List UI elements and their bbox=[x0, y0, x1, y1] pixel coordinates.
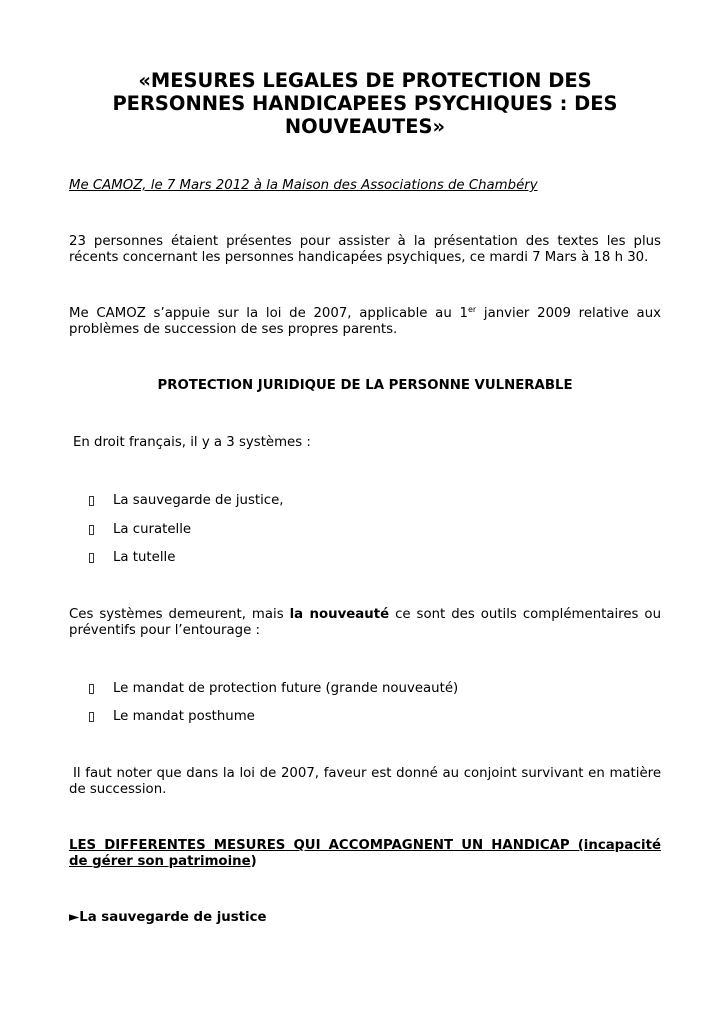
list-item-label: Le mandat posthume bbox=[113, 709, 255, 724]
novelty-text: Ces systèmes demeurent, mais bbox=[69, 607, 290, 622]
list-item-label: La tutelle bbox=[113, 550, 176, 565]
law-text: janvier 2009 relative aux bbox=[476, 306, 662, 321]
title-line: «MESURES LEGALES DE PROTECTION DES bbox=[138, 69, 592, 92]
title-line: PERSONNES HANDICAPEES PSYCHIQUES : DES bbox=[112, 92, 618, 115]
document-title bbox=[69, 69, 661, 138]
ordinal-superscript: er bbox=[467, 305, 477, 314]
note-line: Il faut noter que dans la loi de 2007, faveur est donné au conjoint survivant en matière bbox=[73, 766, 661, 781]
note-line: de succession. bbox=[69, 782, 167, 797]
measures-heading-text: de gérer son patrimoine bbox=[69, 854, 251, 869]
list-item bbox=[0, 493, 724, 509]
bullet-icon bbox=[89, 553, 94, 563]
law-paragraph bbox=[69, 306, 661, 338]
bullet-icon bbox=[89, 496, 94, 506]
law-line: problèmes de succession de ses propres parents. bbox=[69, 322, 398, 337]
list-item-label: La sauvegarde de justice, bbox=[113, 493, 284, 508]
note-paragraph bbox=[69, 766, 661, 798]
intro-line: récents concernant les personnes handicapées psychiques, ce mardi 7 Mars à 18 h 30. bbox=[69, 250, 649, 265]
novelty-line: préventifs pour l’entourage : bbox=[69, 623, 260, 638]
emphasis-text: la nouveauté bbox=[289, 607, 390, 622]
bullet-icon bbox=[89, 684, 94, 694]
novelty-line bbox=[69, 607, 661, 623]
list-item bbox=[0, 550, 724, 566]
bullet-icon bbox=[89, 712, 94, 722]
list-item-label: La curatelle bbox=[113, 522, 192, 537]
novelty-text: ce sont des outils complémentaires ou bbox=[389, 607, 661, 622]
systems-intro: En droit français, il y a 3 systèmes : bbox=[73, 435, 311, 450]
bullet-icon bbox=[89, 525, 94, 535]
byline: Me CAMOZ, le 7 Mars 2012 à la Maison des Associations de Chambéry bbox=[69, 178, 538, 193]
intro-line: 23 personnes étaient présentes pour assister à la présentation des textes les plus bbox=[69, 234, 661, 249]
title-line: NOUVEAUTES» bbox=[284, 115, 446, 138]
subheading-sauvegarde: ►La sauvegarde de justice bbox=[69, 910, 267, 925]
list-item-label: Le mandat de protection future (grande nouveauté) bbox=[113, 681, 459, 696]
intro-paragraph bbox=[69, 234, 661, 266]
list-item bbox=[0, 709, 724, 725]
closing-parenthesis: ) bbox=[250, 854, 257, 869]
list-item bbox=[0, 681, 724, 697]
measures-heading bbox=[69, 838, 661, 870]
list-item bbox=[0, 522, 724, 538]
novelty-paragraph bbox=[69, 607, 661, 639]
measures-heading-line: LES DIFFERENTES MESURES QUI ACCOMPAGNENT UN HANDICAP (incapacité bbox=[69, 838, 661, 853]
law-line bbox=[69, 306, 661, 322]
section-heading: PROTECTION JURIDIQUE DE LA PERSONNE VULNERABLE bbox=[157, 378, 573, 393]
law-text: Me CAMOZ s’appuie sur la loi de 2007, applicable au 1 bbox=[69, 306, 468, 321]
measures-heading-line bbox=[69, 854, 661, 870]
